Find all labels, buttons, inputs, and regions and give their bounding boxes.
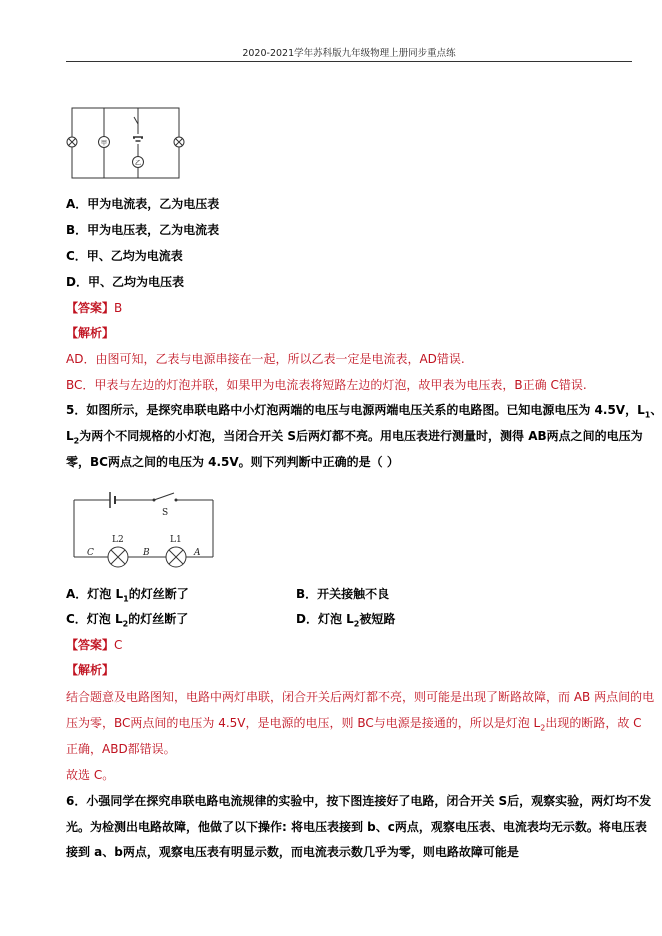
q4-answer-value: B [114, 301, 123, 315]
q5-point-c: C [87, 548, 94, 558]
q4-analysis-line-1: AD．由图可知，乙表与电源串接在一起，所以乙表一定是电流表，AD错误. [66, 352, 465, 366]
q4-outer-wire [72, 108, 179, 178]
q4-answer-label: 【答案】 [66, 301, 115, 315]
header-rule [66, 61, 632, 62]
q5-analysis-label: 【解析】 [66, 663, 115, 677]
q5-answer [66, 636, 122, 653]
q5-point-a: A [194, 548, 201, 558]
q4-option-b: B．甲为电压表，乙为电流表 [66, 223, 220, 237]
q5-stem-line-2: $L_2$为两个不同规格的小灯泡，当闭合开关 S后两灯都不亮。用电压表进行测量时，测得 AB两点之间的电压为 [66, 429, 643, 446]
q4-option-a: A．甲为电流表，乙为电压表 [66, 197, 220, 211]
q4-meter-jia-label: 甲 [100, 140, 108, 147]
page-header: 2020-2021学年苏科版九年级物理上册同步重点练 [242, 48, 456, 59]
q5-circuit-figure [66, 484, 226, 574]
q4-meter-yi-label: 乙 [134, 160, 142, 167]
q5-analysis-line-2: 压为零，BC两点间的电压为 4.5V，是电源的电压，则 BC与电源是接通的，所以是灯泡 $L_2$出现的断路，故 C [66, 716, 642, 733]
q5-lamp-l2-label: L2 [112, 535, 124, 545]
q5-switch-label: S [162, 508, 169, 518]
q4-switch-icon [134, 117, 138, 124]
q6-stem-line-2: 光。为检测出电路故障，他做了以下操作: 将电压表接到 b、c两点，观察电压表、电流表均无示数。将电压表 [66, 820, 647, 834]
q6-stem-line-1: 6．小强同学在探究串联电路电流规律的实验中，按下图连接好了电路，闭合开关 S后，观察实验，两灯均不发 [66, 794, 652, 808]
q5-switch-icon [154, 493, 174, 500]
q4-circuit-figure [66, 104, 196, 184]
q4-analysis-line-2: BC．甲表与左边的灯泡并联，如果甲为电流表将短路左边的灯泡，故甲表为电压表，B正确 C错误. [66, 378, 587, 392]
q5-lamp-l1-label: L1 [170, 535, 182, 545]
q5-option-a: A．灯泡 $L_1$的灯丝断了 [66, 587, 189, 604]
q5-answer-value: C [114, 638, 123, 652]
q6-stem-line-3: 接到 a、b两点，观察电压表有明显示数，而电流表示数几乎为零，则电路故障可能是 [66, 845, 519, 859]
q5-option-d: D．灯泡 $L_2$被短路 [296, 612, 396, 629]
q4-option-c: C．甲、乙均为电流表 [66, 249, 183, 263]
q5-answer-label: 【答案】 [66, 638, 115, 652]
q4-answer [66, 299, 122, 316]
q5-stem-line-3: 零，BC两点之间的电压为 4.5V。则下列判断中正确的是（ ） [66, 455, 399, 469]
q4-analysis-label: 【解析】 [66, 326, 115, 340]
q5-analysis-line-1: 结合题意及电路图知，电路中两灯串联，闭合开关后两灯都不亮，则可能是出现了断路故障，而 AB 两点间的电 [66, 690, 655, 704]
q5-analysis-line-3: 正确，ABD都错误。 [66, 742, 176, 756]
q5-option-c: C．灯泡 $L_2$的灯丝断了 [66, 612, 189, 629]
q4-option-d: D．甲、乙均为电压表 [66, 275, 184, 289]
q5-point-b: B [143, 548, 150, 558]
q5-conclusion: 故选 C。 [66, 768, 115, 782]
q5-option-b: B．开关接触不良 [296, 587, 390, 601]
q5-stem-line-1: 5．如图所示，是探究串联电路中小灯泡两端的电压与电源两端电压关系的电路图。已知电源电压为 4.5V，$L_1$、 [66, 403, 662, 420]
